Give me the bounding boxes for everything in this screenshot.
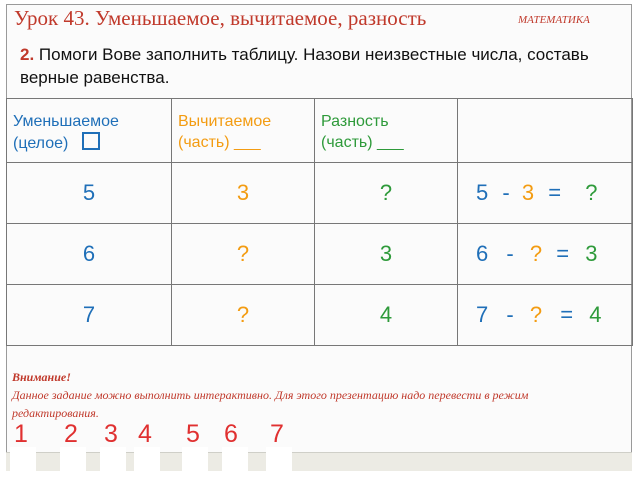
cell-equation xyxy=(458,285,633,346)
eq-minus: - xyxy=(502,180,510,205)
table-row xyxy=(7,285,633,346)
eq-subtrahend: ? xyxy=(529,302,543,327)
eq-minuend: 7 xyxy=(476,302,489,327)
eq-equals: = xyxy=(548,180,562,205)
table-header-row xyxy=(7,99,633,163)
header-difference-label: Разность xyxy=(321,113,389,130)
cell-difference: 4 xyxy=(315,285,458,346)
number-card-3[interactable]: 3 xyxy=(104,420,118,448)
cell-subtrahend[interactable]: 3 xyxy=(172,163,315,224)
cell-minuend: 7 xyxy=(7,285,172,346)
header-equation xyxy=(458,99,633,163)
eq-subtrahend: ? xyxy=(529,241,543,266)
cell-subtrahend[interactable]: ? xyxy=(172,224,315,285)
eq-difference: 3 xyxy=(585,241,598,266)
cell-difference[interactable]: ? xyxy=(315,163,458,224)
eq-difference: ? xyxy=(585,180,598,205)
eq-minus: - xyxy=(506,302,514,327)
attention-note xyxy=(12,368,592,422)
number-card-6[interactable]: 6 xyxy=(224,420,238,448)
header-minuend-sub: (целое) xyxy=(13,135,69,152)
cell-difference: 3 xyxy=(315,224,458,285)
number-card-4[interactable]: 4 xyxy=(138,420,152,448)
task-description: Помоги Вове заполнить таблицу. Назови неизвестные числа, составь верные равенства. xyxy=(20,45,589,87)
cell-equation xyxy=(458,224,633,285)
number-card-1[interactable]: 1 xyxy=(14,420,28,448)
header-difference-sub: (часть) ___ xyxy=(321,134,404,151)
checkbox-icon[interactable] xyxy=(82,132,100,150)
eq-minus: - xyxy=(506,241,514,266)
number-card-5[interactable]: 5 xyxy=(186,420,200,448)
header-minuend-label: Уменьшаемое xyxy=(13,113,119,130)
subject-label: МАТЕМАТИКА xyxy=(518,14,590,26)
header-difference xyxy=(315,99,458,163)
number-card-7[interactable]: 7 xyxy=(270,420,284,448)
header-subtrahend-sub: (часть) ___ xyxy=(178,134,261,151)
eq-minuend: 5 xyxy=(476,180,489,205)
table-row xyxy=(7,163,633,224)
cell-equation xyxy=(458,163,633,224)
table-row xyxy=(7,224,633,285)
task-number: 2. xyxy=(20,45,35,64)
eq-difference: 4 xyxy=(589,302,602,327)
eq-minuend: 6 xyxy=(476,241,489,266)
attention-heading: Внимание! xyxy=(12,370,71,384)
subtraction-table xyxy=(6,98,633,346)
number-card-2[interactable]: 2 xyxy=(64,420,78,448)
task-text xyxy=(20,43,610,89)
eq-equals: = xyxy=(560,302,574,327)
attention-text: Данное задание можно выполнить интерактивно. Для этого презентацию надо перевести в режим редактирования. xyxy=(12,388,529,420)
eq-equals: = xyxy=(556,241,570,266)
cell-minuend: 5 xyxy=(7,163,172,224)
header-subtrahend-label: Вычитаемое xyxy=(178,113,272,130)
cell-subtrahend[interactable]: ? xyxy=(172,285,315,346)
number-cards xyxy=(14,420,314,460)
header-subtrahend xyxy=(172,99,315,163)
cell-minuend: 6 xyxy=(7,224,172,285)
page-title: Урок 43. Уменьшаемое, вычитаемое, разность xyxy=(14,6,427,30)
eq-subtrahend: 3 xyxy=(521,180,535,205)
header-minuend xyxy=(7,99,172,163)
